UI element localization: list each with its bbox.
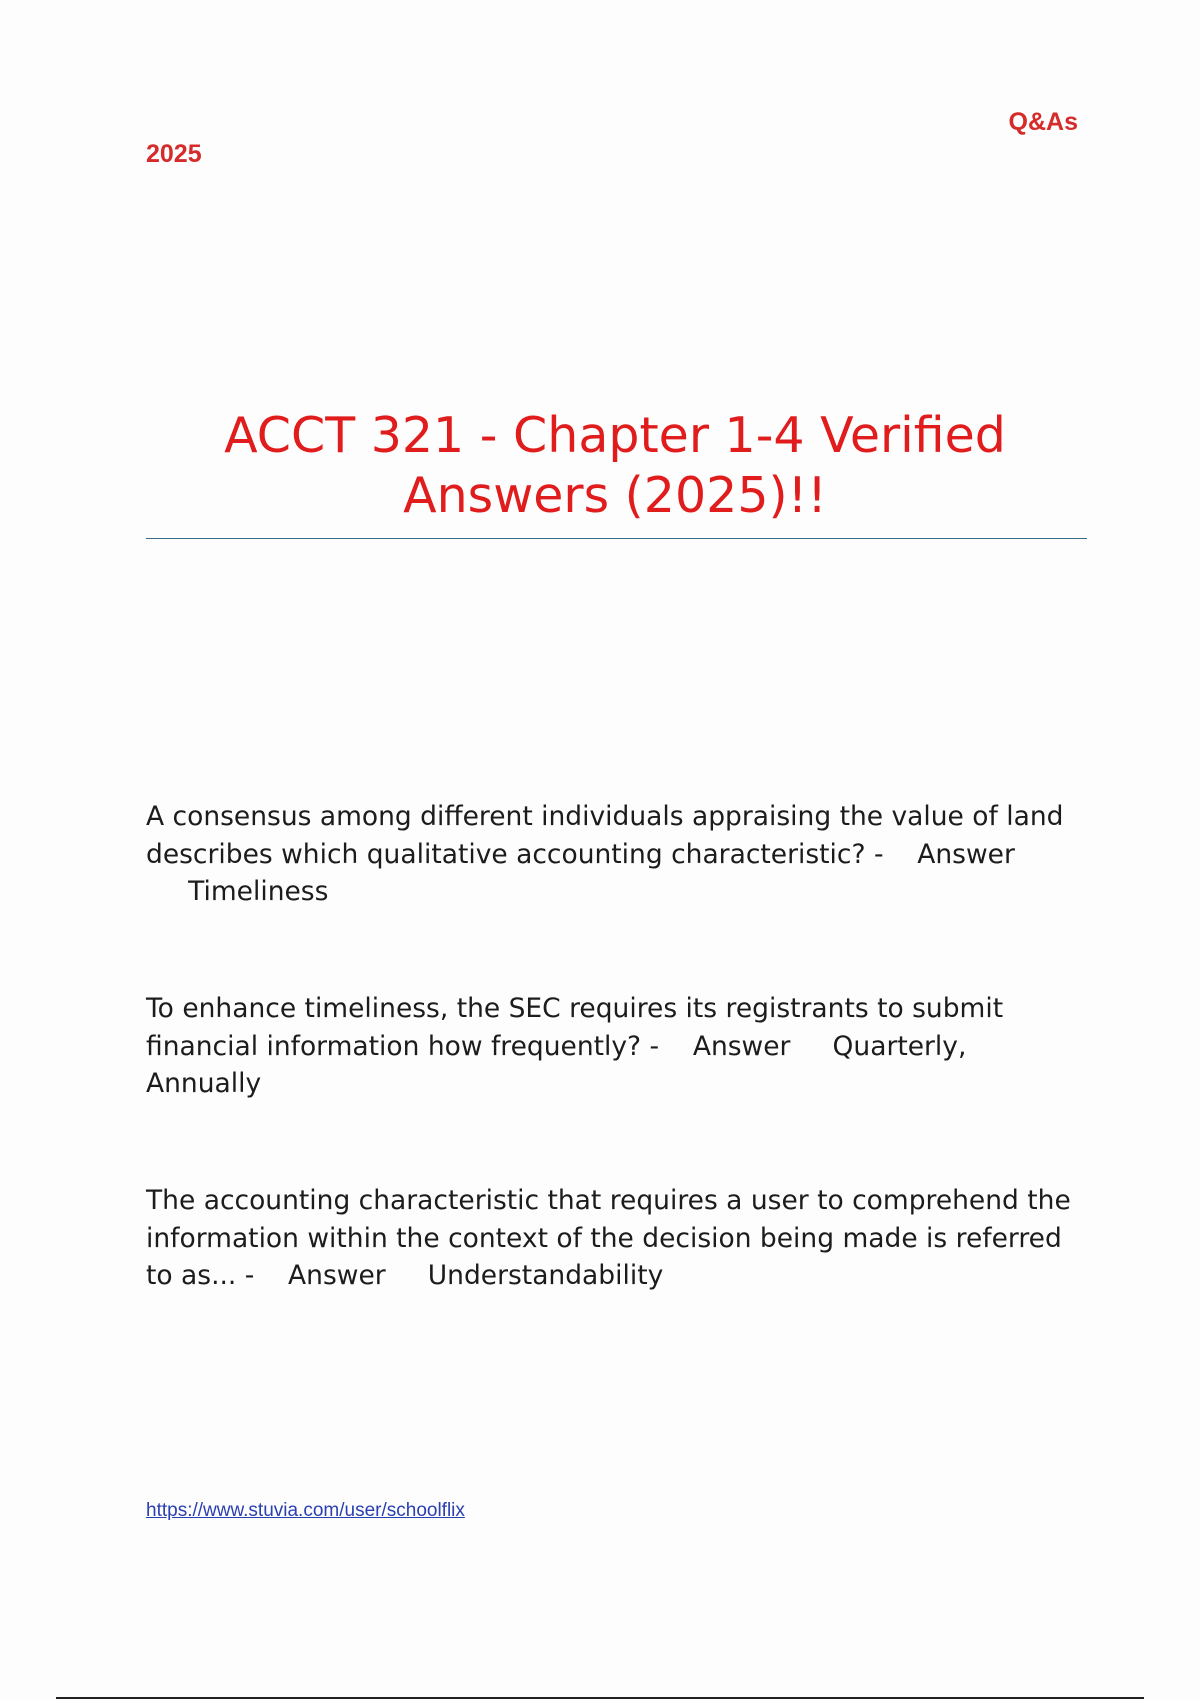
- qa-item: [146, 990, 1086, 1103]
- qa-item: [146, 798, 1086, 911]
- question-text: The accounting characteristic that requires a user to comprehend the information within the context of the decision being made is referred to as... -: [146, 1185, 1071, 1291]
- document-title: ACCT 321 - Chapter 1-4 Verified Answers (2025)!!: [224, 407, 1006, 524]
- qa-item: [146, 1182, 1086, 1295]
- profile-link[interactable]: https://www.stuvia.com/user/schoolflix: [146, 1500, 465, 1521]
- title-divider: [146, 538, 1087, 539]
- header-tag: Q&As: [1008, 108, 1078, 136]
- question-text: A consensus among different individuals appraising the value of land describes which qualitative accounting characteristic? -: [146, 801, 1064, 870]
- question-text: To enhance timeliness, the SEC requires its registrants to submit financial information how frequently? -: [146, 993, 1004, 1062]
- answer-label: Answer: [692, 1030, 791, 1062]
- answer-label: Answer: [288, 1260, 386, 1291]
- answer-label: Answer: [917, 838, 1015, 870]
- answer-text: Quarterly, Annually: [146, 1030, 967, 1099]
- answer-text: Timeliness: [188, 876, 329, 907]
- answer-text: Understandability: [427, 1260, 664, 1291]
- header-year: 2025: [146, 140, 202, 168]
- footer-divider: [56, 1697, 1144, 1699]
